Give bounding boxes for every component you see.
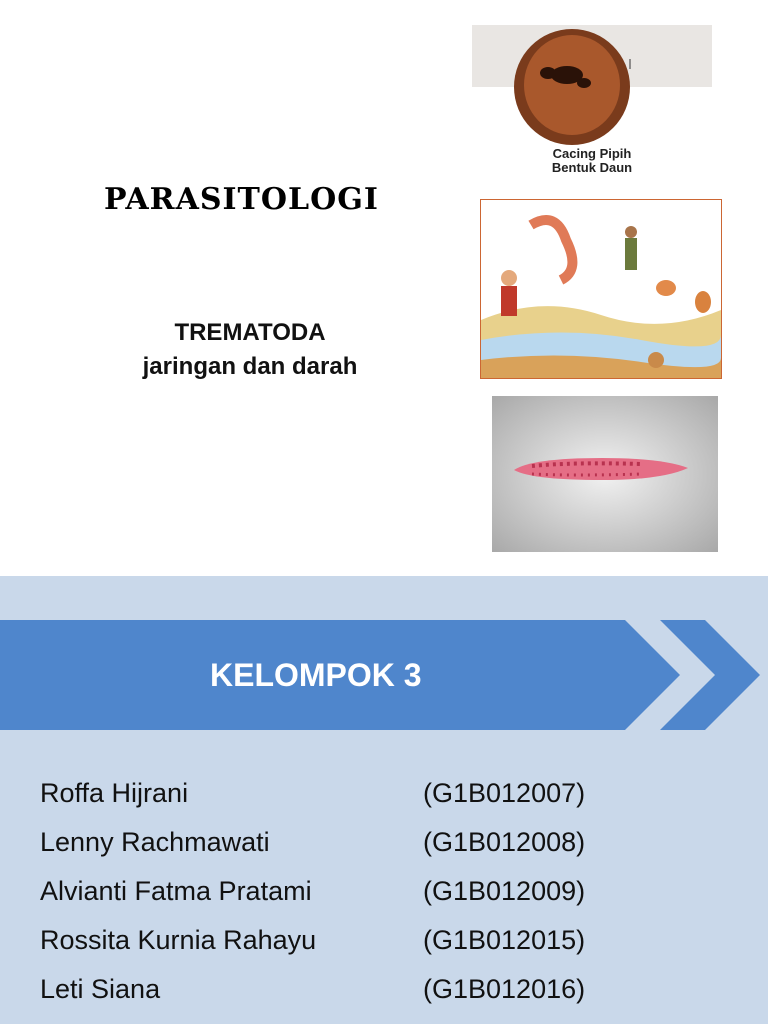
life-cycle-illustration: [481, 200, 721, 378]
member-name: Alvianti Fatma Pratami: [40, 876, 312, 906]
slide-subtitle: [100, 316, 400, 384]
member-row: [40, 876, 740, 925]
stained-worm-image: [492, 396, 718, 552]
member-row: [40, 925, 740, 974]
life-cycle-diagram-image: [480, 199, 722, 379]
member-name: Leti Siana: [40, 974, 161, 1004]
member-row: [40, 778, 740, 827]
flatworm-illustration: [472, 25, 712, 150]
flatworm-caption-line-1: Cacing Pipih: [552, 146, 632, 161]
member-id: (G1B012007): [423, 778, 586, 808]
member-list: [40, 778, 740, 1023]
member-id: (G1B012009): [423, 876, 586, 906]
member-id: (G1B012008): [423, 827, 586, 857]
subtitle-line-2: jaringan dan darah: [142, 353, 358, 380]
slide-title: PARASITOLOGI: [104, 182, 379, 217]
flatworm-image: [472, 25, 712, 177]
flatworm-caption-line-2: Bentuk Daun: [551, 160, 633, 175]
member-row: [40, 827, 740, 876]
member-name: Lenny Rachmawati: [40, 827, 270, 857]
member-id: (G1B012015): [423, 925, 586, 955]
subtitle-line-1: TREMATODA: [174, 319, 326, 346]
member-row: [40, 974, 740, 1023]
group-label: KELOMPOK 3: [210, 657, 422, 693]
member-name: Roffa Hijrani: [40, 778, 189, 808]
member-name: Rossita Kurnia Rahayu: [40, 925, 317, 955]
member-id: (G1B012016): [423, 974, 586, 1004]
stained-worm-illustration: [492, 396, 718, 552]
